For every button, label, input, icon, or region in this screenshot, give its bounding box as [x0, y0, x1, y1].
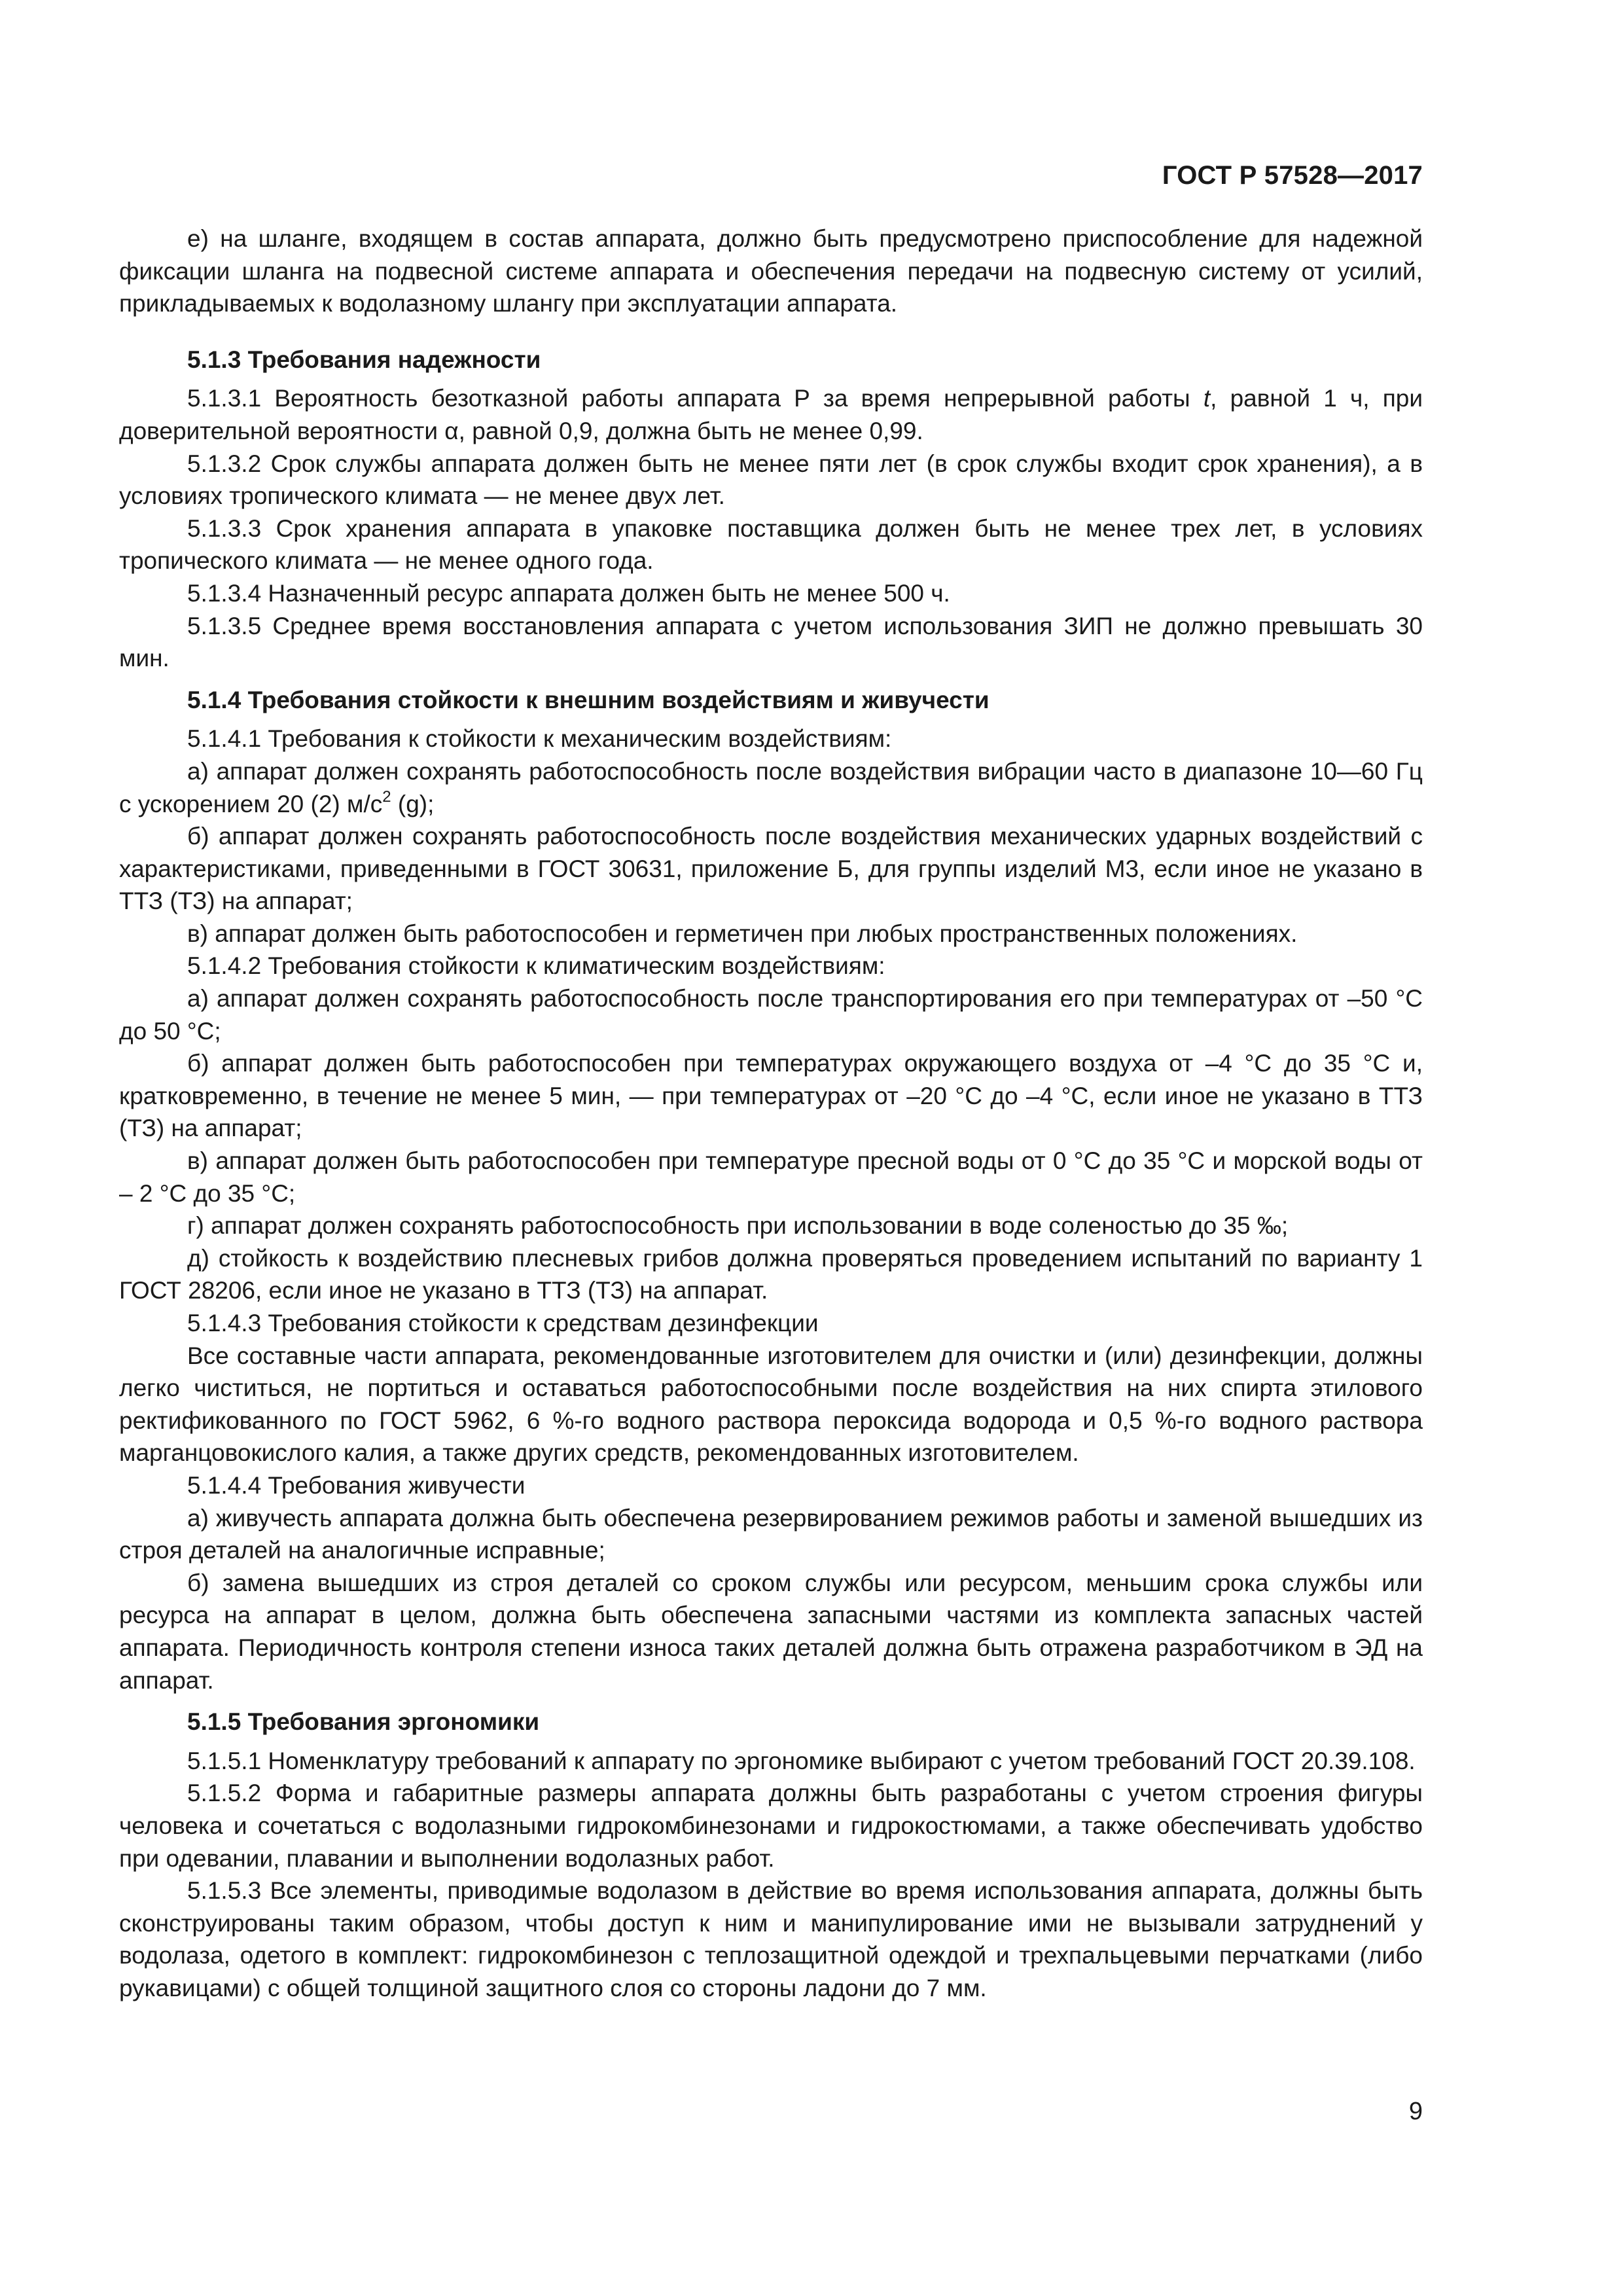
- clause-5-1-5-3: 5.1.5.3 Все элементы, приводимые водолазом в действие во время использования аппарата, должны быть сконструированы таким образом, чтобы доступ к ним и манипулирование ими не вызывали затруднений у водолаза, одетого в комплект: гидрокомбинезон с теплозащитной одеждой и трехпальцевыми перчатками (либо рукавицами) с общей толщиной защитного слоя со стороны ладони до 7 мм.: [119, 1877, 1423, 2001]
- clause-5-1-4-4-a: а) живучесть аппарата должна быть обеспечена резервированием режимов работы и заменой вышедших из строя деталей на аналогичные исправные;: [119, 1504, 1423, 1564]
- clause-5-1-5-1: 5.1.5.1 Номенклатуру требований к аппарату по эргономике выбирают с учетом требований ГОСТ 20.39.108.: [187, 1747, 1416, 1774]
- superscript-2: 2: [382, 787, 391, 806]
- clause-5-1-4-1-a-text: а) аппарат должен сохранять работоспособность после воздействия вибрации часто в диапазоне 10—60 Гц с ускорением 20 (2) м/с: [119, 757, 1423, 817]
- clause-5-1-3-4: 5.1.3.4 Назначенный ресурс аппарата должен быть не менее 500 ч.: [187, 579, 950, 607]
- clause-5-1-4-3: 5.1.4.3 Требования стойкости к средствам дезинфекции: [187, 1310, 819, 1336]
- paragraph-e: е) на шланге, входящем в состав аппарата, должно быть предусмотрено приспособление для надежной фиксации шланга на подвесной системе аппарата и обеспечения передачи на подвесную систему от усилий, прикладываемых к водолазному шлангу при эксплуатации аппарата.: [119, 225, 1423, 317]
- clause-5-1-4-4-b: б) замена вышедших из строя деталей со сроком службы или ресурсом, меньшим срока службы или ресурса на аппарат в целом, должна быть обеспечена запасными частями из комплекта запасных частей аппарата. Периодичность контроля степени износа таких деталей должна быть отражена разработчиком в ЭД на аппарат.: [119, 1569, 1423, 1694]
- page-body: [119, 223, 1423, 2004]
- clause-5-1-3-1: [119, 382, 1423, 447]
- clause-5-1-4-4: 5.1.4.4 Требования живучести: [187, 1471, 526, 1499]
- section-heading-5-1-4: 5.1.4 Требования стойкости к внешним воздействиям и живучести: [187, 686, 990, 713]
- clause-5-1-5-2: 5.1.5.2 Форма и габаритные размеры аппарата должны быть разработаны с учетом строения фигуры человека и сочетаться с водолазными гидрокомбинезонами и гидрокостюмами, а также обеспечивать удобство при одевании, плавании и выполнении водолазных работ.: [119, 1780, 1423, 1872]
- clause-5-1-4-2-g: г) аппарат должен сохранять работоспособность при использовании в воде соленостью до 35 ‰;: [187, 1212, 1289, 1240]
- clause-5-1-4-1-b: б) аппарат должен сохранять работоспособность после воздействия механических ударных воздействий с характеристиками, приведенными в ГОСТ 30631, приложение Б, для группы изделий М3, если иное не указано в ТТЗ (ТЗ) на аппарат;: [119, 823, 1423, 915]
- section-heading-5-1-3: 5.1.3 Требования надежности: [187, 346, 541, 373]
- clause-5-1-3-5: 5.1.3.5 Среднее время восстановления аппарата с учетом использования ЗИП не должно превышать 30 мин.: [119, 612, 1423, 672]
- clause-5-1-4-2: 5.1.4.2 Требования стойкости к климатическим воздействиям:: [187, 952, 885, 980]
- clause-5-1-3-1-part-b: , равной 1 ч, при доверительной вероятности α, равной 0,9, должна быть не менее 0,99.: [119, 385, 1423, 444]
- standard-code: ГОСТ Р 57528—2017: [1162, 161, 1423, 190]
- clause-5-1-3-2: 5.1.3.2 Срок службы аппарата должен быть не менее пяти лет (в срок службы входит срок хранения), а в условиях тропического климата — не менее двух лет.: [119, 450, 1423, 510]
- clause-5-1-4-2-b: б) аппарат должен быть работоспособен при температурах окружающего воздуха от –4 °С до 35 °С и, кратковременно, в течение не менее 5 мин, — при температурах от –20 °С до –4 °С, если иное не указано в ТТЗ (ТЗ) на аппарат;: [119, 1050, 1423, 1142]
- section-heading-5-1-5: 5.1.5 Требования эргономики: [187, 1708, 540, 1736]
- page-number: 9: [1408, 2098, 1423, 2125]
- clause-5-1-4-1-a: [119, 755, 1423, 820]
- clause-5-1-4-2-a: а) аппарат должен сохранять работоспособность после транспортирования его при температурах от –50 °С до 50 °С;: [119, 985, 1423, 1045]
- clause-5-1-3-1-part-a: 5.1.3.1 Вероятность безотказной работы аппарата Р за время непрерывной работы: [187, 385, 1204, 412]
- clause-5-1-3-3: 5.1.3.3 Срок хранения аппарата в упаковке поставщика должен быть не менее трех лет, в условиях тропического климата — не менее одного года.: [119, 514, 1423, 575]
- clause-5-1-4-1: 5.1.4.1 Требования к стойкости к механическим воздействиям:: [187, 725, 892, 753]
- clause-5-1-4-2-v: в) аппарат должен быть работоспособен при температуре пресной воды от 0 °С до 35 °С и морской воды от – 2 °С до 35 °С;: [119, 1147, 1423, 1207]
- clause-5-1-4-1-v: в) аппарат должен быть работоспособен и герметичен при любых пространственных положениях.: [187, 920, 1298, 947]
- clause-5-1-4-2-d: д) стойкость к воздействию плесневых грибов должна проверяться проведением испытаний по варианту 1 ГОСТ 28206, если иное не указано в ТТЗ (ТЗ) на аппарат.: [119, 1244, 1423, 1304]
- clause-5-1-4-3-text: Все составные части аппарата, рекомендованные изготовителем для очистки и (или) дезинфекции, должны легко чиститься, не портиться и оставаться работоспособными после воздействия на них спирта этилового ректификованного по ГОСТ 5962, 6 %-го водного раствора пероксида водорода и 0,5 %-го водного раствора марганцовокислого калия, а также других средств, рекомендованных изготовителем.: [119, 1342, 1423, 1467]
- clause-5-1-4-1-a-tail: (g);: [391, 790, 435, 817]
- clause-5-1-3-1-symbol-t: t: [1203, 385, 1211, 412]
